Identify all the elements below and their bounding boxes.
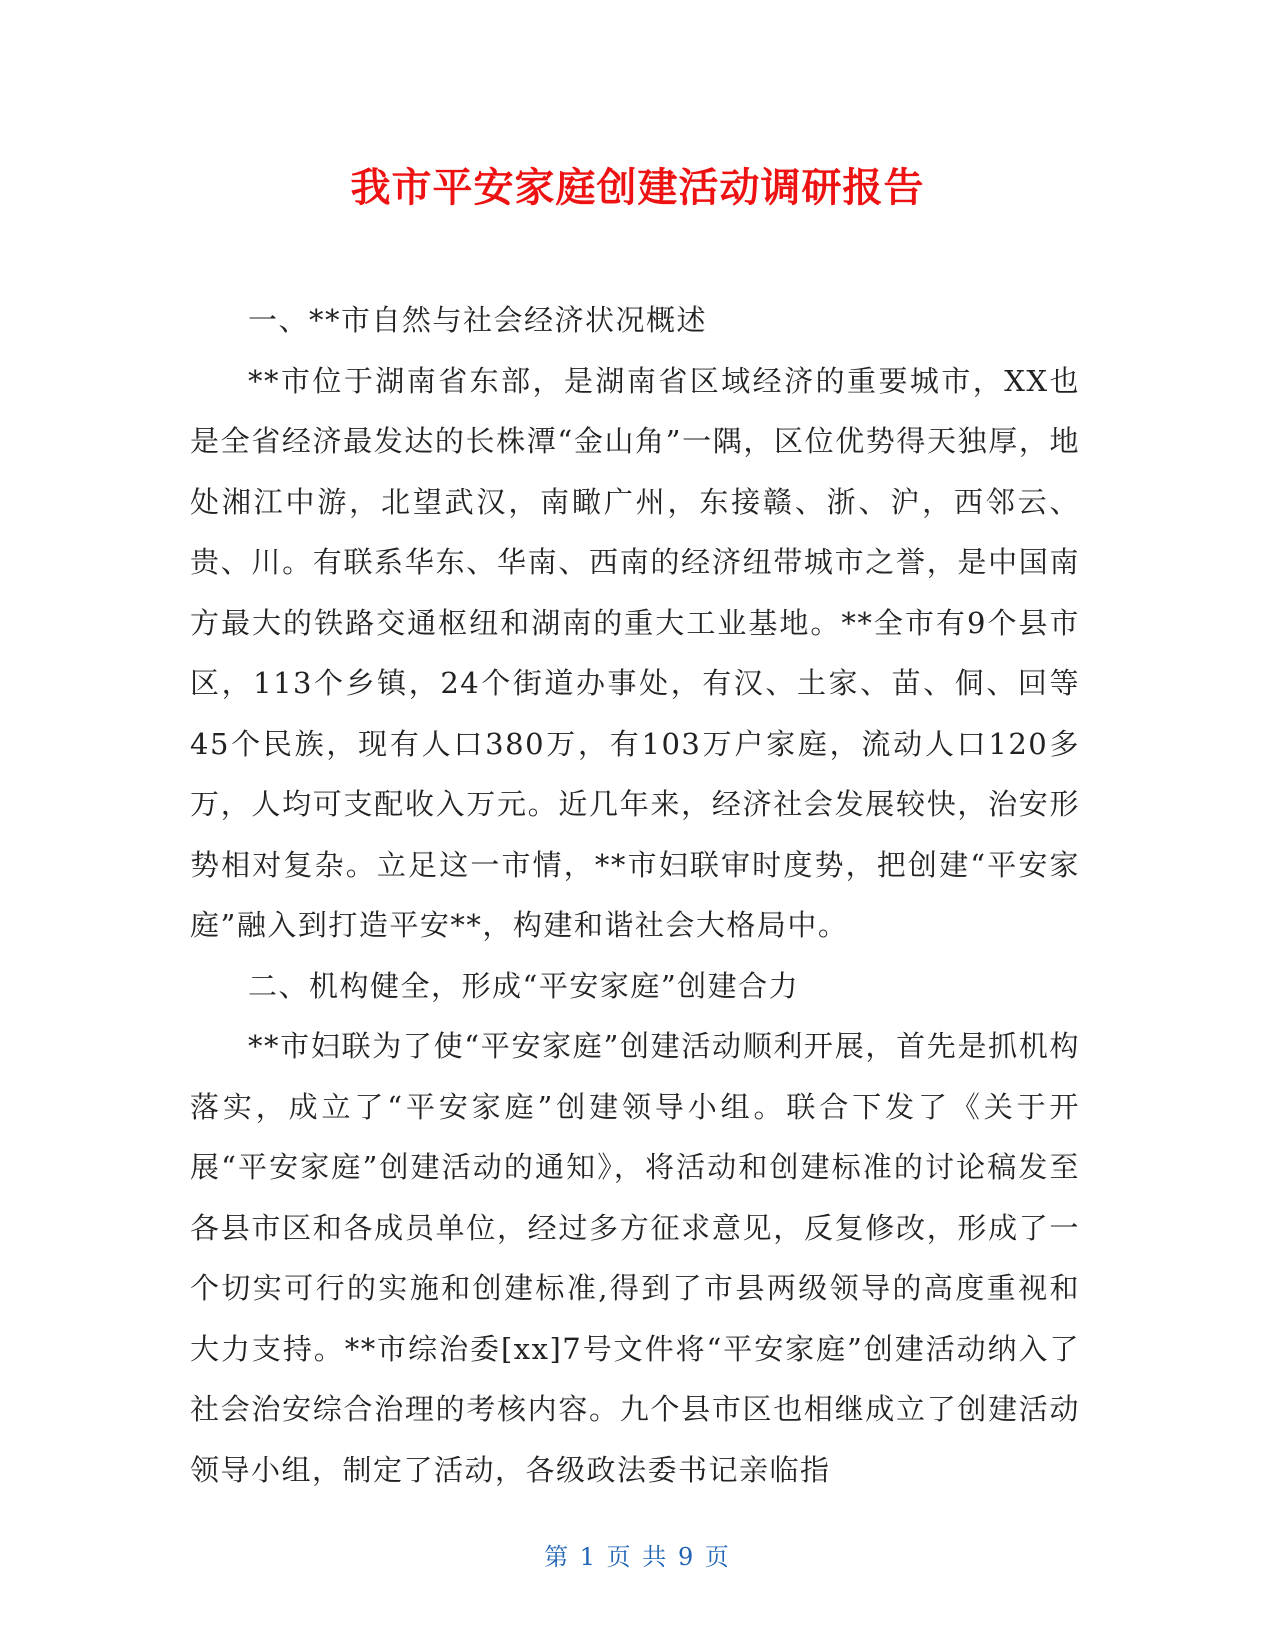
- page-number-footer: 第 1 页 共 9 页: [544, 1543, 731, 1571]
- document-body: [190, 290, 1080, 1500]
- document-title: 我市平安家庭创建活动调研报告: [350, 165, 925, 211]
- paragraph-organization: **市妇联为了使“平安家庭”创建活动顺利开展，首先是抓机构落实，成立了“平安家庭”创建领导小组。联合下发了《关于开展“平安家庭”创建活动的通知》，将活动和创建标准的讨论稿发至各县市区和各成员单位，经过多方征求意见，反复修改，形成了一个切实可行的实施和创建标准,得到了市县两级领导的高度重视和大力支持。**市综治委[xx]7号文件将“平安家庭”创建活动纳入了社会治安综合治理的考核内容。九个县市区也相继成立了创建活动领导小组，制定了活动，各级政法委书记亲临指: [190, 1029, 1080, 1487]
- section-heading-1: 一、**市自然与社会经济状况概述: [248, 303, 708, 337]
- paragraph-overview: **市位于湖南省东部，是湖南省区域经济的重要城市，XX也是全省经济最发达的长株潭“金山角”一隅，区位优势得天独厚，地处湘江中游，北望武汉，南瞰广州，东接赣、浙、沪，西邻云、贵、川。有联系华东、华南、西南的经济纽带城市之誉，是中国南方最大的铁路交通枢纽和湖南的重大工业基地。**全市有9个县市区，113个乡镇，24个街道办事处，有汉、土家、苗、侗、回等45个民族，现有人口380万，有103万户家庭，流动人口120多万，人均可支配收入万元。近几年来，经济社会发展较快，治安形势相对复杂。立足这一市情，**市妇联审时度势，把创建“平安家庭”融入到打造平安**，构建和谐社会大格局中。: [190, 363, 1080, 942]
- section-heading-2: 二、机构健全，形成“平安家庭”创建合力: [248, 968, 800, 1003]
